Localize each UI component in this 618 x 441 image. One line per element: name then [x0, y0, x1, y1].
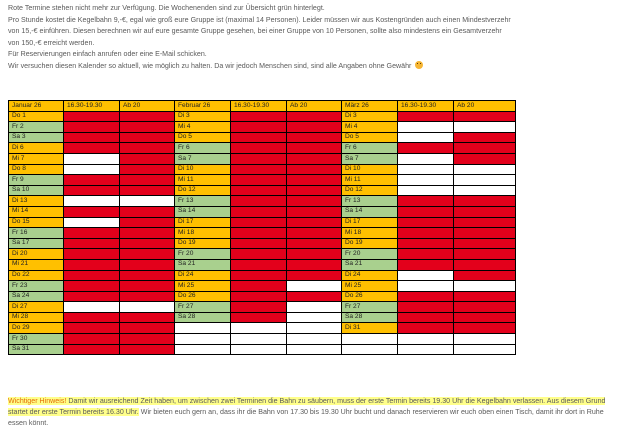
slot-free	[64, 302, 120, 313]
slot-free	[398, 132, 454, 143]
slot-booked	[231, 291, 287, 302]
day-label: Do 19	[175, 238, 231, 249]
calendar-row	[9, 302, 516, 313]
empty-cell	[454, 334, 516, 345]
slot-booked	[120, 312, 175, 323]
intro-line: Wir versuchen diesen Kalender so aktuell, wie möglich zu halten. Da wir jedoch Menschen sind, sind alle Angaben ohne Gewähr	[8, 61, 412, 70]
slot-booked	[64, 143, 120, 154]
slot-booked	[120, 185, 175, 196]
empty-cell	[287, 344, 342, 355]
slot-free	[454, 122, 516, 133]
slot-booked	[454, 249, 516, 260]
slot-booked	[398, 259, 454, 270]
slot-free	[398, 185, 454, 196]
slot-booked	[287, 196, 342, 207]
day-label: Fr 6	[342, 143, 398, 154]
calendar-row	[9, 228, 516, 239]
day-label: Mi 21	[9, 259, 64, 270]
calendar-row	[9, 238, 516, 249]
day-label: Di 24	[175, 270, 231, 281]
calendar-row	[9, 344, 516, 355]
day-label: Fr 13	[175, 196, 231, 207]
day-label: Do 1	[9, 111, 64, 122]
slot-booked	[64, 111, 120, 122]
calendar-row	[9, 132, 516, 143]
slot-free	[287, 312, 342, 323]
slot-booked	[287, 132, 342, 143]
day-label: Mi 7	[9, 153, 64, 164]
day-label: Sa 7	[175, 153, 231, 164]
slot-booked	[454, 323, 516, 334]
month-header-march: März 26	[342, 101, 398, 112]
day-label: Fr 23	[9, 281, 64, 292]
intro-line: Für Reservierungen einfach anrufen oder eine E-Mail schicken.	[8, 50, 207, 59]
slot-booked	[231, 281, 287, 292]
day-label: Di 17	[175, 217, 231, 228]
slot-booked	[398, 302, 454, 313]
day-label: Mi 14	[9, 206, 64, 217]
day-label: Di 3	[175, 111, 231, 122]
slot-booked	[120, 344, 175, 355]
slot-booked	[231, 259, 287, 270]
day-label: Do 22	[9, 270, 64, 281]
slot-free	[398, 175, 454, 186]
day-label: Sa 28	[342, 312, 398, 323]
slot-booked	[64, 259, 120, 270]
slot-booked	[231, 249, 287, 260]
day-label: Mi 4	[342, 122, 398, 133]
day-label: Mi 25	[342, 281, 398, 292]
day-label: Fr 20	[342, 249, 398, 260]
day-label: Fr 9	[9, 175, 64, 186]
notice-highlighted-text: Damit wir ausreichend Zeit haben, um zwischen zwei Terminen die Bahn zu säubern, muss der erste Termin bereits 19.30 Uhr die Kegelbahn verlassen. Aus diesem Grund startet der erste Termin bereits 16.30 Uhr.	[8, 397, 606, 416]
slot-booked	[120, 175, 175, 186]
calendar-row	[9, 291, 516, 302]
slot-booked	[287, 270, 342, 281]
day-label: Do 26	[175, 291, 231, 302]
slot-booked	[398, 238, 454, 249]
slot-booked	[398, 249, 454, 260]
day-label: Fr 2	[9, 122, 64, 133]
calendar-row	[9, 312, 516, 323]
slot-header-evening: Ab 20	[287, 101, 342, 112]
day-label: Fr 16	[9, 228, 64, 239]
slot-booked	[64, 323, 120, 334]
slot-booked	[398, 323, 454, 334]
empty-cell	[398, 334, 454, 345]
day-label: Di 17	[342, 217, 398, 228]
slot-free	[398, 281, 454, 292]
slot-booked	[120, 249, 175, 260]
slot-booked	[454, 132, 516, 143]
day-label: Di 3	[342, 111, 398, 122]
slot-booked	[398, 312, 454, 323]
slot-booked	[120, 270, 175, 281]
day-label: Mi 18	[175, 228, 231, 239]
empty-cell	[342, 344, 398, 355]
slot-header-evening: Ab 20	[454, 101, 516, 112]
slot-booked	[120, 132, 175, 143]
calendar-row	[9, 323, 516, 334]
slot-booked	[398, 143, 454, 154]
slot-header-evening: Ab 20	[120, 101, 175, 112]
slot-booked	[231, 143, 287, 154]
slot-booked	[64, 312, 120, 323]
day-label: Sa 3	[9, 132, 64, 143]
day-label: Do 12	[342, 185, 398, 196]
slot-free	[287, 281, 342, 292]
slot-booked	[398, 196, 454, 207]
day-label: Di 31	[342, 323, 398, 334]
empty-cell	[342, 334, 398, 345]
day-label: Do 5	[342, 132, 398, 143]
slot-header-afternoon: 16.30-19.30	[64, 101, 120, 112]
slot-booked	[231, 111, 287, 122]
day-label: Mi 11	[342, 175, 398, 186]
slot-booked	[398, 206, 454, 217]
slot-booked	[64, 249, 120, 260]
slot-booked	[120, 206, 175, 217]
calendar-row	[9, 281, 516, 292]
slot-booked	[231, 196, 287, 207]
slot-booked	[454, 302, 516, 313]
day-label: Fr 27	[175, 302, 231, 313]
day-label: Sa 24	[9, 291, 64, 302]
day-label: Do 26	[342, 291, 398, 302]
slot-booked	[120, 259, 175, 270]
calendar-row	[9, 122, 516, 133]
slot-booked	[454, 196, 516, 207]
day-label: Do 12	[175, 185, 231, 196]
day-label: Sa 28	[175, 312, 231, 323]
day-label: Fr 20	[175, 249, 231, 260]
day-label: Sa 17	[9, 238, 64, 249]
slot-booked	[64, 185, 120, 196]
slot-free	[454, 175, 516, 186]
slot-header-afternoon: 16.30-19.30	[398, 101, 454, 112]
slot-booked	[120, 122, 175, 133]
intro-line-last	[8, 61, 612, 73]
slot-booked	[287, 291, 342, 302]
calendar-row	[9, 175, 516, 186]
booking-calendar	[8, 100, 516, 355]
slot-free	[120, 302, 175, 313]
slot-booked	[120, 281, 175, 292]
slot-booked	[64, 132, 120, 143]
day-label: Sa 14	[342, 206, 398, 217]
slot-free	[454, 185, 516, 196]
slot-booked	[454, 291, 516, 302]
day-label: Do 5	[175, 132, 231, 143]
slot-free	[287, 302, 342, 313]
calendar-row	[9, 164, 516, 175]
slot-booked	[64, 122, 120, 133]
slot-booked	[64, 206, 120, 217]
slot-booked	[120, 228, 175, 239]
slot-booked	[398, 217, 454, 228]
notice-label: Wichtiger Hinweis!	[8, 397, 67, 405]
day-label: Sa 21	[342, 259, 398, 270]
slot-booked	[454, 111, 516, 122]
slot-booked	[398, 291, 454, 302]
slot-booked	[231, 175, 287, 186]
empty-cell	[287, 323, 342, 334]
slot-booked	[120, 143, 175, 154]
slot-free	[398, 164, 454, 175]
slot-booked	[287, 228, 342, 239]
slot-booked	[64, 291, 120, 302]
notice-text: Wir bieten euch gern an, dass ihr die Bahn von 17.30 bis 19.30 Uhr bucht und danach reservieren wir euch oben einen Tisch, damit ihr dort in Ruhe essen könnt.	[8, 408, 604, 427]
slot-booked	[64, 238, 120, 249]
slot-free	[398, 153, 454, 164]
slot-booked	[231, 238, 287, 249]
day-label: Do 29	[9, 323, 64, 334]
calendar-row	[9, 270, 516, 281]
calendar-row	[9, 206, 516, 217]
slot-booked	[120, 323, 175, 334]
empty-cell	[175, 323, 231, 334]
intro-line: Rote Termine stehen nicht mehr zur Verfügung. Die Wochenenden sind zur Übersicht grün hinterlegt.	[8, 4, 325, 12]
empty-cell	[175, 334, 231, 345]
slot-booked	[287, 111, 342, 122]
day-label: Di 10	[342, 164, 398, 175]
slot-booked	[287, 206, 342, 217]
slot-free	[454, 281, 516, 292]
day-label: Di 10	[175, 164, 231, 175]
day-label: Di 6	[9, 143, 64, 154]
day-label: Di 20	[9, 249, 64, 260]
slot-booked	[454, 206, 516, 217]
day-label: Mi 18	[342, 228, 398, 239]
slot-booked	[231, 228, 287, 239]
slot-booked	[287, 249, 342, 260]
slot-booked	[64, 175, 120, 186]
slot-booked	[120, 291, 175, 302]
day-label: Sa 10	[9, 185, 64, 196]
slot-booked	[120, 238, 175, 249]
slot-booked	[231, 132, 287, 143]
intro-text	[8, 3, 612, 73]
slot-booked	[231, 185, 287, 196]
slot-booked	[231, 122, 287, 133]
slot-booked	[287, 122, 342, 133]
day-label: Fr 13	[342, 196, 398, 207]
day-label: Do 8	[9, 164, 64, 175]
slot-booked	[120, 164, 175, 175]
day-label: Mi 4	[175, 122, 231, 133]
smiley-face-icon	[415, 61, 423, 69]
day-label: Fr 30	[9, 334, 64, 345]
empty-cell	[398, 344, 454, 355]
slot-booked	[287, 238, 342, 249]
slot-booked	[231, 164, 287, 175]
important-notice	[8, 396, 612, 429]
empty-cell	[175, 344, 231, 355]
calendar-row	[9, 143, 516, 154]
day-label: Sa 14	[175, 206, 231, 217]
calendar-row	[9, 185, 516, 196]
slot-header-afternoon: 16.30-19.30	[231, 101, 287, 112]
day-label: Di 24	[342, 270, 398, 281]
empty-cell	[231, 344, 287, 355]
slot-free	[398, 122, 454, 133]
slot-booked	[287, 143, 342, 154]
empty-cell	[231, 323, 287, 334]
slot-booked	[287, 175, 342, 186]
slot-free	[64, 153, 120, 164]
slot-booked	[454, 228, 516, 239]
slot-booked	[231, 206, 287, 217]
day-label: Do 19	[342, 238, 398, 249]
day-label: Mi 11	[175, 175, 231, 186]
slot-booked	[454, 259, 516, 270]
slot-booked	[287, 185, 342, 196]
slot-booked	[287, 259, 342, 270]
day-label: Fr 6	[175, 143, 231, 154]
slot-booked	[231, 153, 287, 164]
calendar-row	[9, 334, 516, 345]
day-label: Mi 25	[175, 281, 231, 292]
slot-free	[398, 270, 454, 281]
empty-cell	[231, 334, 287, 345]
slot-free	[64, 217, 120, 228]
slot-booked	[64, 270, 120, 281]
slot-booked	[454, 143, 516, 154]
slot-booked	[454, 270, 516, 281]
slot-booked	[287, 164, 342, 175]
day-label: Sa 31	[9, 344, 64, 355]
slot-booked	[398, 111, 454, 122]
month-header-february: Februar 26	[175, 101, 231, 112]
slot-booked	[120, 217, 175, 228]
calendar-row	[9, 111, 516, 122]
day-label: Sa 7	[342, 153, 398, 164]
slot-booked	[64, 334, 120, 345]
calendar-row	[9, 259, 516, 270]
day-label: Mi 28	[9, 312, 64, 323]
slot-booked	[120, 153, 175, 164]
slot-free	[64, 164, 120, 175]
intro-line: von 15,-€ einführen. Diesen berechnen wir auf eure gesamte Gruppe gesehen, bei einer Gruppe von 10 Personen, sollte also mindestens ein Gesamtverzehr	[8, 27, 502, 36]
calendar-row	[9, 153, 516, 164]
calendar-header-row	[9, 101, 516, 112]
slot-booked	[231, 312, 287, 323]
day-label: Di 27	[9, 302, 64, 313]
day-label: Do 15	[9, 217, 64, 228]
month-header-january: Januar 26	[9, 101, 64, 112]
slot-booked	[64, 228, 120, 239]
slot-booked	[120, 111, 175, 122]
intro-line: von 150,-€ erreicht werden.	[8, 38, 95, 47]
calendar-row	[9, 196, 516, 207]
slot-booked	[231, 270, 287, 281]
slot-free	[454, 164, 516, 175]
day-label: Di 13	[9, 196, 64, 207]
empty-cell	[454, 344, 516, 355]
slot-booked	[120, 334, 175, 345]
empty-cell	[287, 334, 342, 345]
slot-booked	[454, 217, 516, 228]
slot-free	[120, 196, 175, 207]
slot-booked	[287, 153, 342, 164]
slot-booked	[454, 312, 516, 323]
slot-booked	[231, 302, 287, 313]
slot-booked	[454, 238, 516, 249]
slot-booked	[64, 281, 120, 292]
day-label: Sa 21	[175, 259, 231, 270]
slot-booked	[64, 344, 120, 355]
slot-booked	[454, 153, 516, 164]
slot-booked	[398, 228, 454, 239]
calendar-row	[9, 217, 516, 228]
day-label: Fr 27	[342, 302, 398, 313]
slot-booked	[287, 217, 342, 228]
slot-free	[64, 196, 120, 207]
slot-booked	[231, 217, 287, 228]
intro-line: Pro Stunde kostet die Kegelbahn 9,-€, egal wie groß eure Gruppe ist (maximal 14 Personen). Leider müssen wir aus Kostengründen auch einen Mindestverzehr	[8, 15, 511, 24]
calendar-row	[9, 249, 516, 260]
